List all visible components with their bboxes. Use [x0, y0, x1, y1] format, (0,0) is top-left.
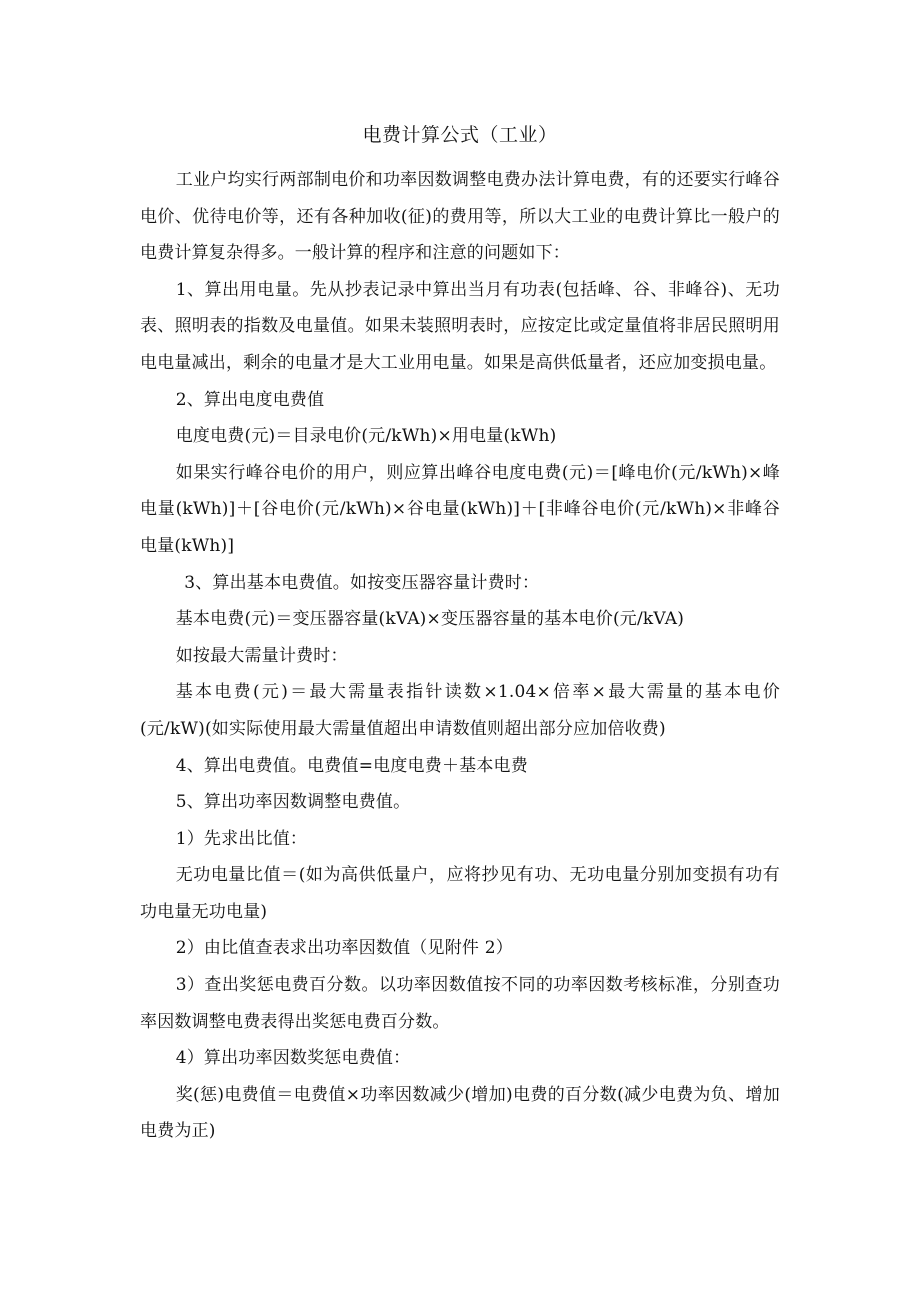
paragraph-formula-energy-fee: 电度电费(元)＝目录电价(元/kWh)×用电量(kWh)	[175, 426, 557, 447]
paragraph-intro: 工业户均实行两部制电价和功率因数调整电费办法计算电费，有的还要实行峰谷电价、优待电价等，还有各种加收(征)的费用等，所以大工业的电费计算比一般户的电费计算复杂得多。一般计算的程序和注意的问题如下：	[140, 170, 780, 264]
document-title: 电费计算公式（工业）	[362, 124, 558, 146]
paragraph-reward-penalty-formula: 奖(惩)电费值＝电费值×功率因数减少(增加)电费的百分数(减少电费为负、增加电费为正)	[140, 1084, 780, 1142]
paragraph-step-4: 4、算出电费值。电费值=电度电费＋基本电费	[175, 755, 528, 776]
document-body	[140, 162, 780, 1150]
paragraph-substep-3: 3）查出奖惩电费百分数。以功率因数值按不同的功率因数考核标准，分别查功率因数调整电费表得出奖惩电费百分数。	[140, 975, 780, 1032]
paragraph-step-1: 1、算出用电量。先从抄表记录中算出当月有功表(包括峰、谷、非峰谷)、无功表、照明表的指数及电量值。如果未装照明表时，应按定比或定量值将非居民照明用电电量减出，剩余的电量才是大工业用电量。如果是高供低量者，还应加变损电量。	[140, 279, 780, 373]
paragraph-step-5: 5、算出功率因数调整电费值。	[175, 792, 411, 813]
paragraph-formula-basic-fee-capacity: 基本电费(元)＝变压器容量(kVA)×变压器容量的基本电价(元/kVA)	[175, 609, 685, 630]
paragraph-step-2: 2、算出电度电费值	[175, 389, 325, 410]
paragraph-peak-valley: 如果实行峰谷电价的用户，则应算出峰谷电度电费(元)＝[峰电价(元/kWh)×峰电量(kWh)]＋[谷电价(元/kWh)×谷电量(kWh)]＋[非峰谷电价(元/kWh)×非峰谷电量(kWh)]	[140, 462, 780, 556]
paragraph-max-demand: 如按最大需量计费时：	[175, 645, 348, 666]
paragraph-substep-1: 1）先求出比值：	[175, 828, 308, 849]
paragraph-ratio-formula: 无功电量比值＝(如为高供低量户，应将抄见有功、无功电量分别加变损有功有功电量无功电量)	[140, 865, 780, 922]
paragraph-formula-basic-fee-demand: 基本电费(元)＝最大需量表指针读数×1.04×倍率×最大需量的基本电价(元/kW)(如实际使用最大需量值超出申请数值则超出部分应加倍收费)	[140, 682, 780, 739]
paragraph-substep-4: 4）算出功率因数奖惩电费值：	[175, 1048, 411, 1069]
paragraph-substep-2: 2）由比值查表求出功率因数值（见附件 2）	[175, 938, 513, 959]
paragraph-step-3: 3、算出基本电费值。如按变压器容量计费时：	[184, 572, 540, 593]
